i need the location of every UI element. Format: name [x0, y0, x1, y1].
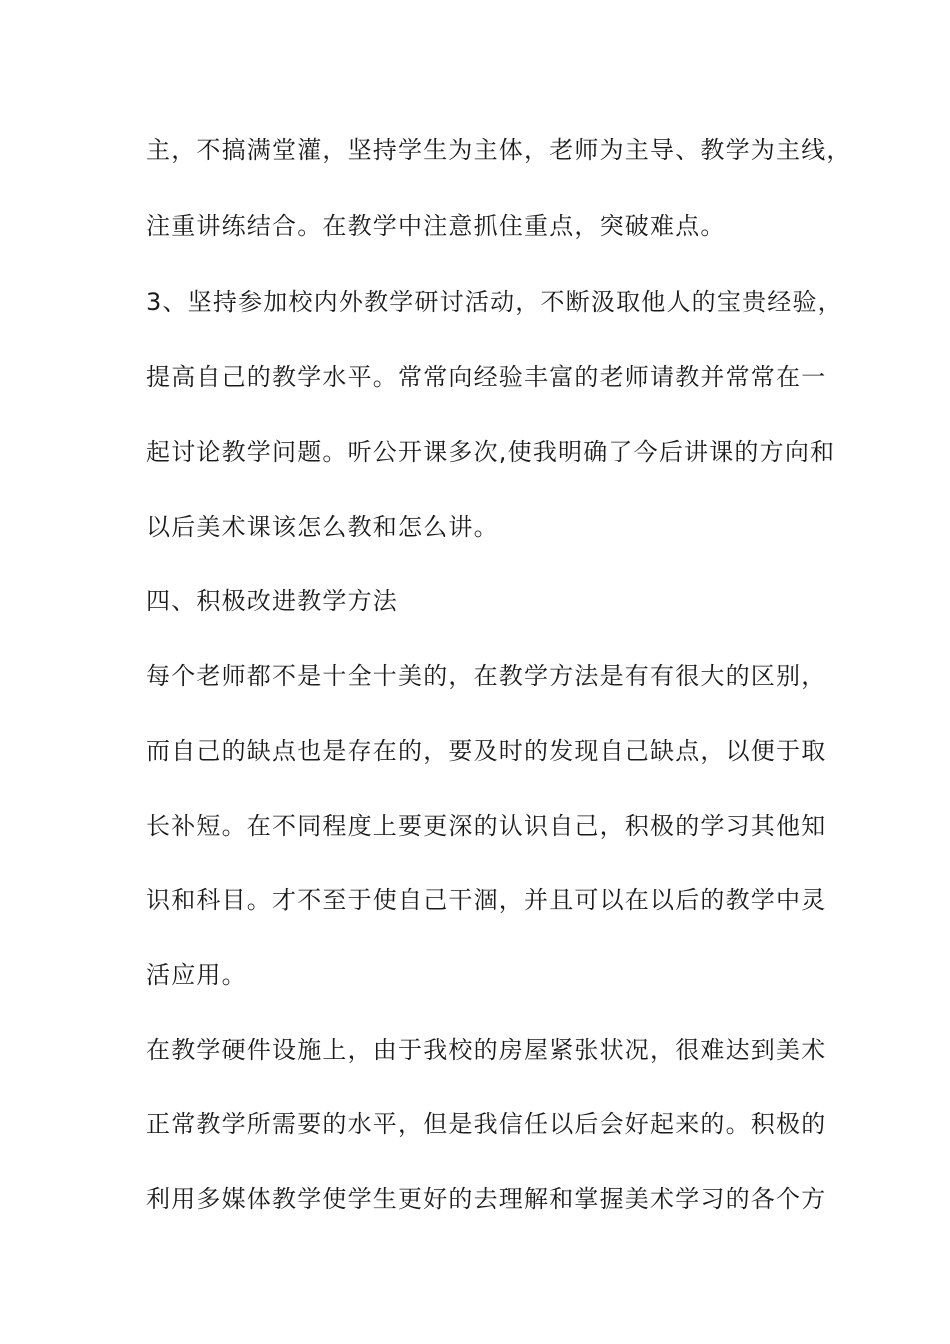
text-line: 主，不搞满堂灌，坚持学生为主体，老师为主导、教学为主线， — [146, 136, 852, 164]
text-line: 提高自己的教学水平。常常向经验丰富的老师请教并常常在一 — [146, 363, 827, 391]
text-line: 以后美术课该怎么教和怎么讲。 — [146, 513, 499, 541]
text-line: 识和科目。才不至于使自己干涸，并且可以在以后的教学中灵 — [146, 886, 827, 914]
text-line: 而自己的缺点也是存在的，要及时的发现自己缺点，以便于取 — [146, 737, 827, 765]
text-line: 长补短。在不同程度上要更深的认识自己，积极的学习其他知 — [146, 812, 827, 840]
text-line: 活应用。 — [146, 961, 247, 989]
text-line: 注重讲练结合。在教学中注意抓住重点，突破难点。 — [146, 212, 726, 240]
text-line: 正常教学所需要的水平，但是我信任以后会好起来的。积极的 — [146, 1110, 827, 1138]
section-heading: 四、积极改进教学方法 — [146, 587, 398, 615]
text-line: 在教学硬件设施上，由于我校的房屋紧张状况，很难达到美术 — [146, 1036, 827, 1064]
text-line: 每个老师都不是十全十美的，在教学方法是有有很大的区别， — [146, 662, 827, 690]
text-line: 起讨论教学问题。听公开课多次,使我明确了今后讲课的方向和 — [146, 438, 836, 466]
text-line: 3、坚持参加校内外教学研讨活动，不断汲取他人的宝贵经验， — [146, 288, 843, 316]
text-line: 利用多媒体教学使学生更好的去理解和掌握美术学习的各个方 — [146, 1185, 827, 1213]
